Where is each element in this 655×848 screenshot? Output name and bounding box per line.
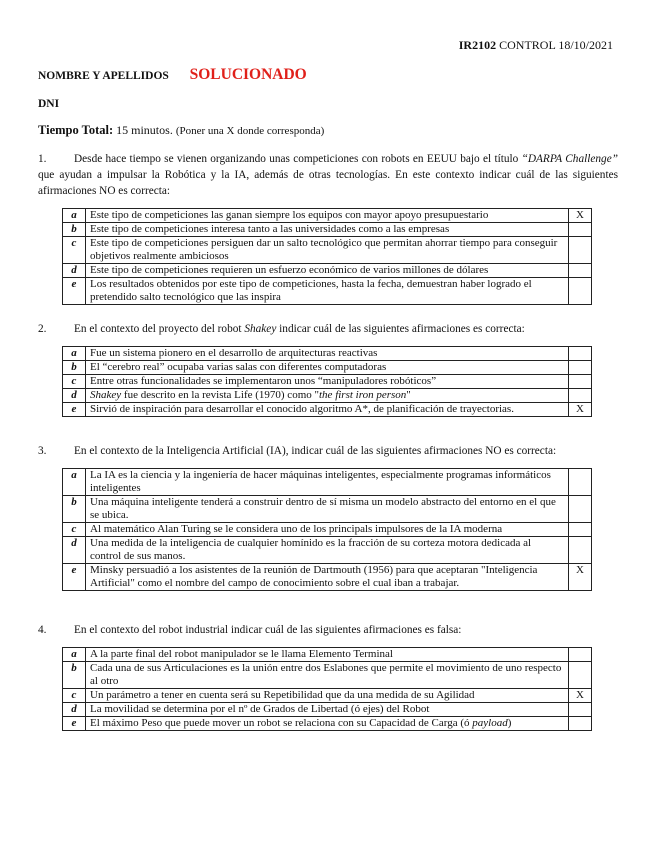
- question-text: Desde hace tiempo se vienen organizando unas competiciones con robots en EEUU bajo el título: [74, 153, 522, 165]
- option-letter: a: [63, 469, 86, 496]
- option-row: [63, 209, 592, 223]
- option-row: [63, 389, 592, 403]
- option-row: [63, 278, 592, 305]
- option-letter: e: [63, 403, 86, 417]
- option-text-part: ": [406, 389, 411, 401]
- course-code: IR2102: [458, 38, 497, 52]
- option-text-italic: Shakey: [90, 389, 122, 401]
- option-text-part: El máximo Peso que puede mover un robot se relaciona con su Capacidad de Carga (ó: [90, 717, 473, 729]
- option-row: [63, 496, 592, 523]
- option-row: [63, 703, 592, 717]
- option-letter: b: [63, 361, 86, 375]
- option-row: [63, 689, 592, 703]
- dni-label: DNI: [38, 98, 60, 110]
- option-text-italic: the first iron person: [319, 389, 407, 401]
- option-text: Fue un sistema pionero en el desarrollo de arquitecturas reactivas: [86, 347, 569, 361]
- answer-cell[interactable]: [569, 537, 592, 564]
- name-value: SOLUCIONADO: [189, 66, 307, 83]
- question-number: 3.: [38, 445, 47, 457]
- answer-cell[interactable]: [569, 703, 592, 717]
- option-text-part: ): [507, 717, 512, 729]
- time-label: Tiempo Total:: [38, 123, 114, 137]
- option-letter: b: [63, 223, 86, 237]
- option-text: Este tipo de competiciones las ganan siempre los equipos con mayor apoyo presupuestario: [86, 209, 569, 223]
- answer-cell[interactable]: [569, 523, 592, 537]
- answer-cell[interactable]: X: [569, 403, 592, 417]
- option-row: [63, 564, 592, 591]
- question-1-intro: [38, 151, 618, 199]
- question-text: En el contexto del proyecto del robot: [74, 323, 245, 335]
- option-text: Este tipo de competiciones persiguen dar un salto tecnológico que permitan ahorrar tiempo para conseguir objetivos realmente ambiciosos: [86, 237, 569, 264]
- option-text: [86, 389, 569, 403]
- answer-cell[interactable]: [569, 717, 592, 731]
- option-row: [63, 523, 592, 537]
- option-letter: d: [63, 537, 86, 564]
- option-letter: b: [63, 662, 86, 689]
- option-text: A la parte final del robot manipulador se le llama Elemento Terminal: [86, 648, 569, 662]
- option-letter: e: [63, 278, 86, 305]
- option-letter: c: [63, 689, 86, 703]
- option-row: [63, 662, 592, 689]
- option-row: [63, 361, 592, 375]
- option-text: Entre otras funcionalidades se implementaron unos “manipuladores robóticos”: [86, 375, 569, 389]
- question-text: En el contexto del robot industrial indicar cuál de las siguientes afirmaciones es falsa:: [74, 624, 462, 636]
- option-letter: e: [63, 717, 86, 731]
- question-2-options: [62, 346, 592, 417]
- question-1-options: [62, 208, 592, 305]
- option-text: Un parámetro a tener en cuenta será su Repetibilidad que da una medida de su Agilidad: [86, 689, 569, 703]
- answer-cell[interactable]: [569, 347, 592, 361]
- option-row: [63, 403, 592, 417]
- option-letter: c: [63, 375, 86, 389]
- option-text: [86, 717, 569, 731]
- question-number: 4.: [38, 624, 47, 636]
- option-row: [63, 264, 592, 278]
- answer-cell[interactable]: [569, 469, 592, 496]
- time-note: (Poner una X donde corresponda): [175, 125, 325, 137]
- option-text-italic: payload: [472, 717, 508, 729]
- answer-cell[interactable]: [569, 496, 592, 523]
- answer-cell[interactable]: [569, 237, 592, 264]
- question-text: que ayudan a impulsar la Robótica y la IA, además de otras tecnologías. En este contexto indicar cuál de las siguientes afirmaciones NO es correcta:: [38, 169, 618, 197]
- time-row: [38, 123, 324, 138]
- option-text: Minsky persuadió a los asistentes de la reunión de Dartmouth (1956) para que aceptaran "Inteligencia Artificial" como el nombre del campo de conocimiento sobre el cual iban a trabajar.: [86, 564, 569, 591]
- option-text: El “cerebro real” ocupaba varias salas con diferentes computadoras: [86, 361, 569, 375]
- option-letter: a: [63, 209, 86, 223]
- exam-header: [459, 38, 613, 53]
- option-text: Este tipo de competiciones interesa tanto a las universidades como a las empresas: [86, 223, 569, 237]
- answer-cell[interactable]: [569, 223, 592, 237]
- option-letter: d: [63, 389, 86, 403]
- option-letter: e: [63, 564, 86, 591]
- option-text: Los resultados obtenidos por este tipo de competiciones, hasta la fecha, demuestran haber logrado el pretendido salto tecnológico que las inspira: [86, 278, 569, 305]
- question-4-intro: [38, 622, 618, 638]
- question-number: 2.: [38, 323, 47, 335]
- option-row: [63, 223, 592, 237]
- question-text-italic: “DARPA Challenge”: [521, 153, 618, 165]
- answer-cell[interactable]: [569, 361, 592, 375]
- answer-cell[interactable]: X: [569, 564, 592, 591]
- answer-cell[interactable]: [569, 278, 592, 305]
- question-text: En el contexto de la Inteligencia Artificial (IA), indicar cuál de las siguientes afirmaciones NO es correcta:: [74, 445, 557, 457]
- option-text: Este tipo de competiciones requieren un esfuerzo económico de varios millones de dólares: [86, 264, 569, 278]
- option-letter: c: [63, 237, 86, 264]
- option-text: Una máquina inteligente tenderá a construir dentro de sí misma un modelo abstracto del entorno en el que se ubica.: [86, 496, 569, 523]
- option-row: [63, 347, 592, 361]
- question-text: indicar cuál de las siguientes afirmaciones es correcta:: [276, 323, 525, 335]
- answer-cell[interactable]: X: [569, 209, 592, 223]
- question-3-intro: [38, 443, 618, 459]
- option-letter: a: [63, 347, 86, 361]
- answer-cell[interactable]: [569, 375, 592, 389]
- name-label: NOMBRE Y APELLIDOS: [38, 70, 169, 82]
- option-text: La IA es la ciencia y la ingeniería de hacer máquinas inteligentes, especialmente programas informáticos inteligentes: [86, 469, 569, 496]
- time-value: 15 minutos.: [116, 123, 173, 137]
- answer-cell[interactable]: [569, 264, 592, 278]
- exam-title: CONTROL 18/10/2021: [499, 38, 613, 52]
- option-row: [63, 469, 592, 496]
- name-row: [38, 66, 307, 84]
- option-row: [63, 375, 592, 389]
- option-text: Una medida de la inteligencia de cualquier homínido es la fracción de su corteza motora dedicada al control de sus manos.: [86, 537, 569, 564]
- option-text: Sirvió de inspiración para desarrollar el conocido algoritmo A*, de planificación de trayectorias.: [86, 403, 569, 417]
- option-letter: a: [63, 648, 86, 662]
- answer-cell[interactable]: X: [569, 689, 592, 703]
- option-row: [63, 537, 592, 564]
- question-4-options: [62, 647, 592, 731]
- option-letter: b: [63, 496, 86, 523]
- option-letter: d: [63, 703, 86, 717]
- question-text-italic: Shakey: [244, 323, 277, 335]
- option-text-part: fue descrito en la revista Life (1970) como ": [121, 389, 319, 401]
- question-number: 1.: [38, 153, 47, 165]
- option-text: Cada una de sus Articulaciones es la unión entre dos Eslabones que permite el movimiento de uno respecto al otro: [86, 662, 569, 689]
- question-2-intro: [38, 321, 618, 337]
- option-text: La movilidad se determina por el nº de Grados de Libertad (ó ejes) del Robot: [86, 703, 569, 717]
- option-text: Al matemático Alan Turing se le considera uno de los principals impulsores de la IA moderna: [86, 523, 569, 537]
- option-row: [63, 717, 592, 731]
- answer-cell[interactable]: [569, 389, 592, 403]
- answer-cell[interactable]: [569, 648, 592, 662]
- question-3-options: [62, 468, 592, 591]
- answer-cell[interactable]: [569, 662, 592, 689]
- option-letter: d: [63, 264, 86, 278]
- option-row: [63, 648, 592, 662]
- option-letter: c: [63, 523, 86, 537]
- option-row: [63, 237, 592, 264]
